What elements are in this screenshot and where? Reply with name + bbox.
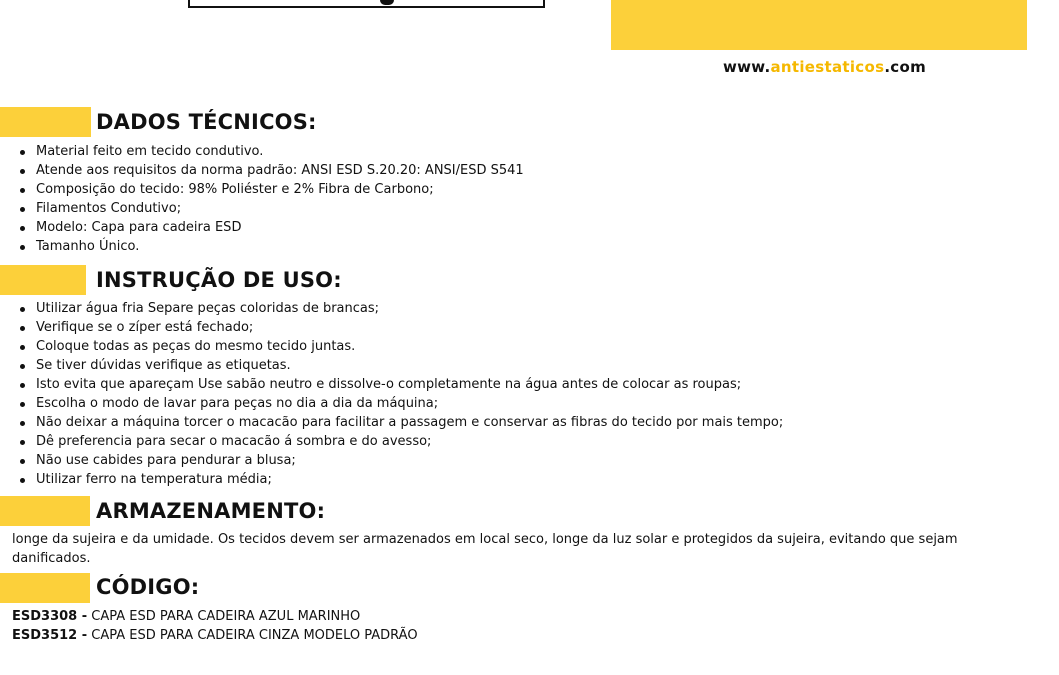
dados-list bbox=[36, 142, 524, 256]
section-title-dados: DADOS TÉCNICOS: bbox=[96, 110, 317, 134]
instrucao-list bbox=[36, 299, 783, 489]
list-item: Dê preferencia para secar o macacão á sombra e do avesso; bbox=[36, 432, 783, 451]
armazenamento-text: longe da sujeira e da umidade. Os tecidos devem ser armazenados em local seco, longe da luz solar e protegidos da sujeira, evitando que sejam danificados. bbox=[12, 532, 958, 566]
list-item: Isto evita que apareçam Use sabão neutro e dissolve-o completamente na água antes de colocar as roupas; bbox=[36, 375, 783, 394]
list-item: Não use cabides para pendurar a blusa; bbox=[36, 451, 783, 470]
list-item: Modelo: Capa para cadeira ESD bbox=[36, 218, 524, 237]
website-link[interactable]: www.antiestaticos.com bbox=[722, 58, 927, 76]
section-title-armazenamento: ARMAZENAMENTO: bbox=[96, 499, 326, 523]
product-code: ESD3512 - bbox=[12, 628, 88, 643]
top-title-box bbox=[188, 0, 545, 8]
top-yellow-banner bbox=[611, 0, 1027, 50]
code-row bbox=[12, 607, 360, 626]
section-bar-dados bbox=[0, 107, 91, 137]
section-title-codigo: CÓDIGO: bbox=[96, 575, 200, 599]
section-bar-instrucao bbox=[0, 265, 86, 295]
list-item: Se tiver dúvidas verifique as etiquetas. bbox=[36, 356, 783, 375]
list-item: Utilizar ferro na temperatura média; bbox=[36, 470, 783, 489]
list-item: Tamanho Único. bbox=[36, 237, 524, 256]
list-item: Coloque todas as peças do mesmo tecido juntas. bbox=[36, 337, 783, 356]
list-item: Não deixar a máquina torcer o macacão para facilitar a passagem e conservar as fibras do tecido por mais tempo; bbox=[36, 415, 784, 430]
list-item: Material feito em tecido condutivo. bbox=[36, 142, 524, 161]
list-item: Utilizar água fria Separe peças coloridas de brancas; bbox=[36, 299, 783, 318]
list-item: Filamentos Condutivo; bbox=[36, 199, 524, 218]
section-bar-codigo bbox=[0, 573, 90, 603]
list-item: Atende aos requisitos da norma padrão: ANSI ESD S.20.20: ANSI/ESD S541 bbox=[36, 163, 524, 178]
list-item: Verifique se o zíper está fechado; bbox=[36, 318, 783, 337]
section-bar-armazenamento bbox=[0, 496, 90, 526]
list-item: Escolha o modo de lavar para peças no dia a dia da máquina; bbox=[36, 394, 783, 413]
website-brand: antiestaticos bbox=[770, 58, 885, 76]
list-item: Composição do tecido: 98% Poliéster e 2% Fibra de Carbono; bbox=[36, 180, 524, 199]
code-row bbox=[12, 626, 418, 645]
product-code: ESD3308 - bbox=[12, 609, 88, 624]
product-desc: CAPA ESD PARA CADEIRA AZUL MARINHO bbox=[87, 609, 361, 624]
section-title-instrucao: INSTRUÇÃO DE USO: bbox=[96, 268, 342, 292]
product-desc: CAPA ESD PARA CADEIRA CINZA MODELO PADRÃO bbox=[87, 628, 418, 643]
